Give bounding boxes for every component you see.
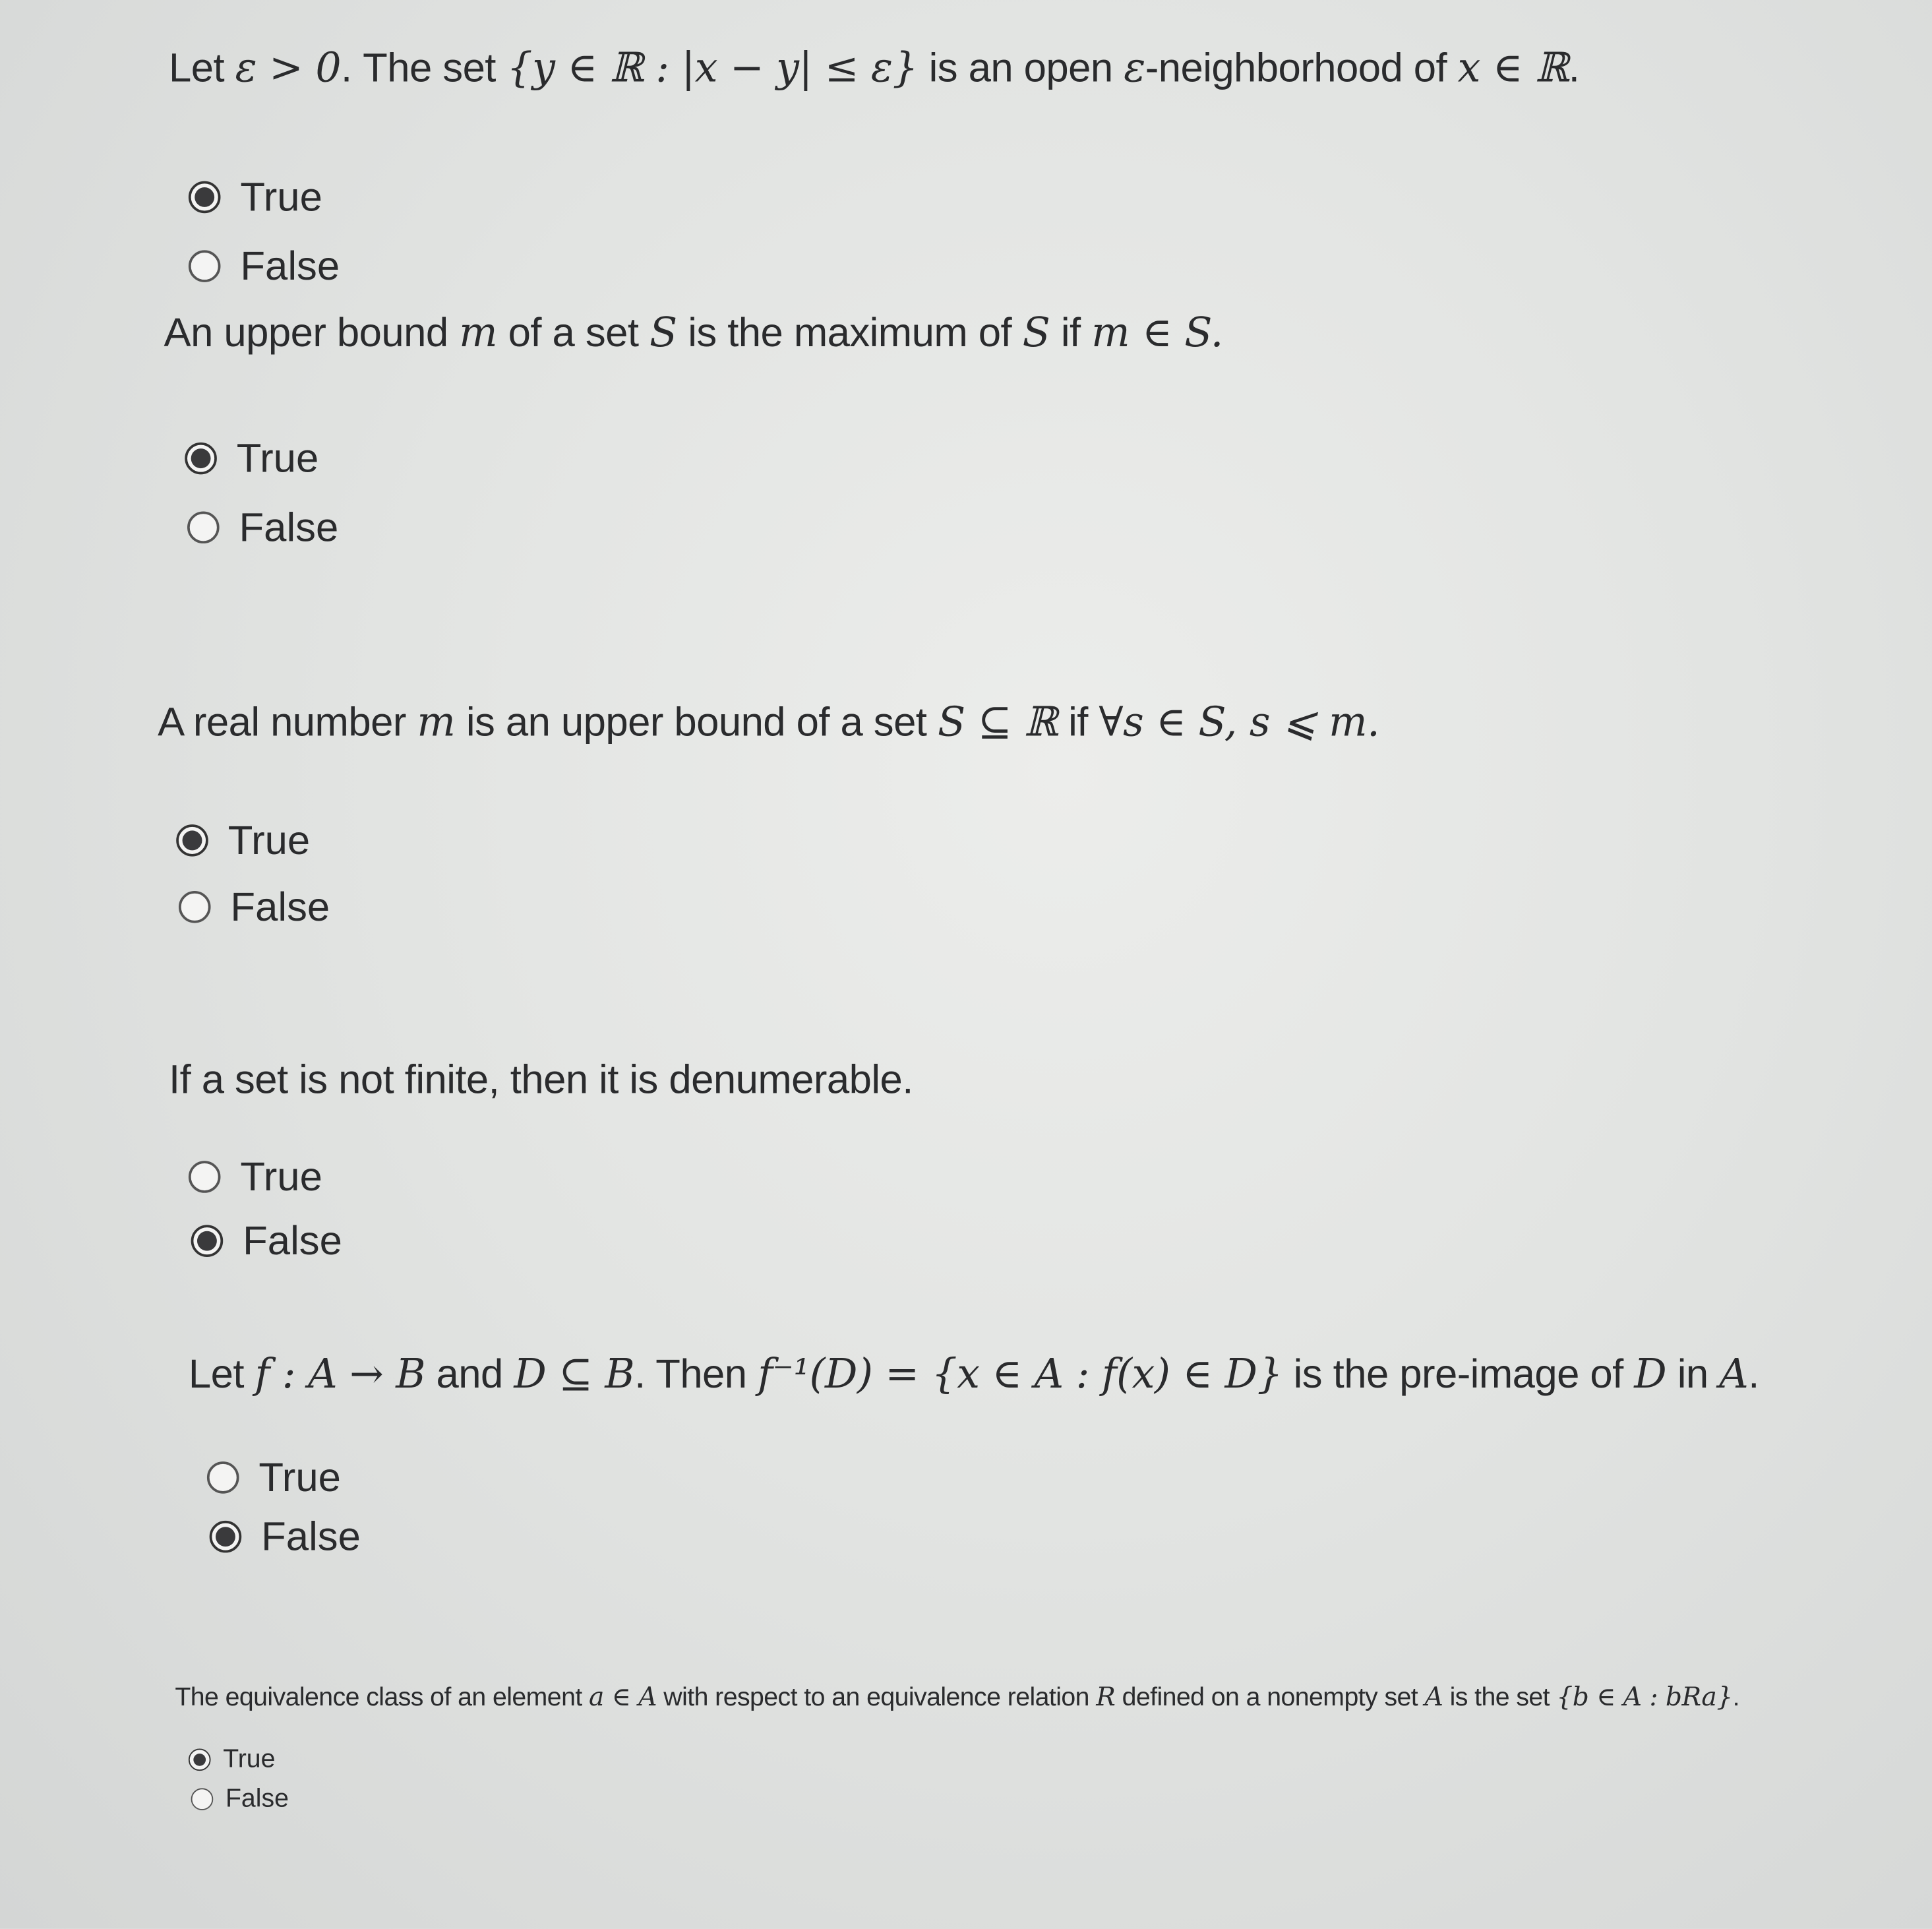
radio-unselected-icon[interactable]	[189, 250, 221, 282]
radio-unselected-icon[interactable]	[179, 891, 211, 923]
math-expression: m	[417, 697, 456, 746]
question-text	[175, 1681, 1739, 1714]
question-text	[158, 698, 1379, 747]
option-false[interactable]	[191, 1785, 289, 1814]
option-label: True	[223, 1744, 276, 1773]
text-segment: is the set	[1443, 1683, 1557, 1712]
text-segment: -neighborhood of	[1145, 44, 1458, 90]
math-expression: m	[459, 308, 498, 357]
text-segment: is an upper bound of a set	[455, 698, 938, 745]
option-true[interactable]	[189, 1153, 322, 1200]
math-expression: S ⊆ ℝ	[937, 697, 1058, 746]
option-label: True	[240, 1153, 322, 1200]
text-segment: A real number	[158, 698, 417, 745]
math-expression: S	[1022, 308, 1050, 357]
text-segment: if	[1057, 698, 1099, 745]
math-expression: {y ∈ ℝ : |x − y| ≤ ε}	[506, 43, 919, 92]
text-segment: with respect to an equivalence relation	[656, 1683, 1097, 1712]
math-expression: S	[649, 308, 677, 357]
option-label: False	[243, 1217, 342, 1264]
option-false[interactable]	[210, 1514, 361, 1560]
option-label: False	[239, 504, 339, 550]
option-false[interactable]	[187, 504, 338, 551]
radio-selected-icon[interactable]	[185, 443, 217, 475]
option-true[interactable]	[207, 1454, 341, 1501]
radio-selected-icon[interactable]	[176, 824, 208, 857]
option-false[interactable]	[189, 243, 340, 290]
math-expression: D ⊆ B	[514, 1349, 635, 1397]
radio-selected-icon[interactable]	[189, 181, 221, 214]
option-label: False	[225, 1784, 289, 1813]
text-segment: .	[1748, 1350, 1759, 1397]
option-label: True	[258, 1454, 341, 1500]
math-expression: ε	[1124, 43, 1145, 92]
math-expression: x ∈ ℝ	[1457, 43, 1569, 92]
radio-unselected-icon[interactable]	[207, 1461, 239, 1494]
math-expression: ε > 0	[235, 43, 342, 92]
text-segment: is an open	[918, 44, 1124, 90]
text-segment: is the maximum of	[677, 309, 1023, 355]
option-true[interactable]	[176, 817, 310, 864]
math-expression: ∀s ∈ S, s ⩽ m.	[1099, 697, 1380, 746]
option-true[interactable]	[189, 1745, 276, 1775]
option-label: False	[240, 243, 340, 289]
text-segment: .	[1568, 44, 1580, 90]
radio-unselected-icon[interactable]	[191, 1788, 214, 1810]
radio-selected-icon[interactable]	[191, 1225, 224, 1257]
text-segment: The equivalence class of an element	[175, 1683, 589, 1712]
option-false[interactable]	[179, 884, 330, 931]
radio-selected-icon[interactable]	[210, 1521, 242, 1553]
math-expression: D	[1634, 1349, 1667, 1397]
text-segment: defined on a nonempty set	[1115, 1683, 1425, 1712]
text-segment: Let	[188, 1350, 255, 1397]
option-label: True	[227, 816, 311, 863]
text-segment: . Then	[634, 1350, 758, 1397]
option-true[interactable]	[189, 173, 322, 220]
option-label: True	[240, 173, 322, 220]
math-expression: f⁻¹(D) = {x ∈ A : f(x) ∈ D}	[758, 1349, 1283, 1397]
math-expression: {b ∈ A : bRa}	[1556, 1682, 1733, 1712]
text-segment: If a set is not finite, then it is denumerable.	[168, 1056, 913, 1102]
math-expression: f : A → B	[255, 1349, 425, 1397]
math-expression: A	[1719, 1349, 1749, 1397]
text-segment: and	[425, 1350, 514, 1397]
option-false[interactable]	[191, 1217, 342, 1264]
text-segment: An upper bound	[164, 309, 460, 355]
text-segment: . The set	[341, 44, 507, 90]
text-segment: is the pre-image of	[1283, 1350, 1635, 1397]
question-text	[169, 1055, 913, 1105]
option-label: False	[230, 883, 330, 929]
question-text	[169, 43, 1579, 92]
text-segment: of a set	[497, 309, 649, 355]
question-text	[189, 1349, 1759, 1399]
math-expression: a ∈ A	[589, 1682, 657, 1712]
radio-unselected-icon[interactable]	[189, 1161, 221, 1193]
text-segment: in	[1666, 1350, 1720, 1397]
option-label: True	[236, 435, 319, 481]
text-segment: if	[1050, 309, 1092, 355]
question-text	[164, 308, 1223, 357]
math-expression: R	[1096, 1682, 1116, 1712]
math-expression: A	[1424, 1682, 1443, 1712]
radio-selected-icon[interactable]	[189, 1749, 211, 1771]
text-segment: .	[1732, 1683, 1739, 1712]
radio-unselected-icon[interactable]	[187, 511, 220, 543]
option-label: False	[261, 1513, 361, 1559]
math-expression: m ∈ S.	[1091, 308, 1223, 357]
text-segment: Let	[168, 44, 235, 90]
option-true[interactable]	[185, 435, 318, 482]
